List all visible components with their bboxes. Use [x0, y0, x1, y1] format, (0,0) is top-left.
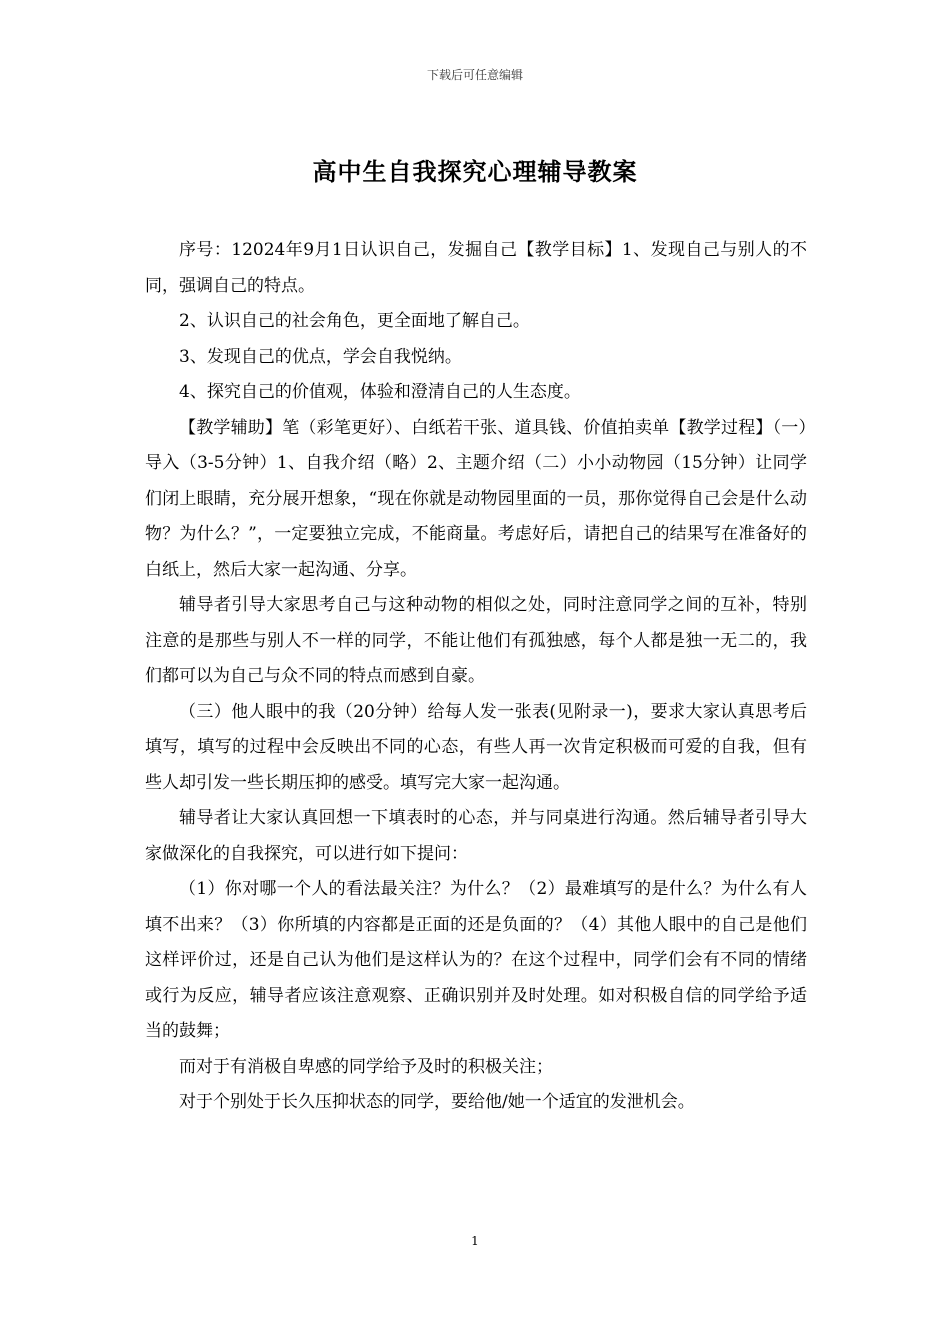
- paragraph: 【教学辅助】笔（彩笔更好）、白纸若干张、道具钱、价值拍卖单【教学过程】（一）导入（3-5分钟）1、自我介绍（略）2、主题介绍（二）小小动物园（15分钟）让同学们闭上眼睛，充分展开想象，“现在你就是动物园里面的一员，那你觉得自己会是什么动物？为什么？”，一定要独立完成，不能商量。考虑好后，请把自己的结果写在准备好的白纸上，然后大家一起沟通、分享。: [145, 417, 807, 580]
- paragraph: 4、探究自己的价值观，体验和澄清自己的人生态度。: [179, 382, 581, 402]
- header-note: 下载后可任意编辑: [426, 68, 523, 82]
- paragraph: 而对于有消极自卑感的同学给予及时的积极关注；: [179, 1056, 553, 1077]
- paragraph: 序号：12024年9月1日认识自己，发掘自己【教学目标】1、发现自己与别人的不同，强调自己的特点。: [145, 240, 807, 296]
- paragraph: 辅导者让大家认真回想一下填表时的心态，并与同桌进行沟通。然后辅导者引导大家做深化的自我探究，可以进行如下提问：: [145, 808, 807, 864]
- paragraph: 对于个别处于长久压抑状态的同学，要给他/她一个适宜的发泄机会。: [179, 1092, 695, 1112]
- document-body: [145, 233, 807, 1121]
- page-number: 1: [471, 1234, 479, 1248]
- paragraph: （三）他人眼中的我（20分钟）给每人发一张表(见附录一)，要求大家认真思考后填写，填写的过程中会反映出不同的心态，有些人再一次肯定积极而可爱的自我，但有些人却引发一些长期压抑的感受。填写完大家一起沟通。: [145, 701, 807, 793]
- paragraph: 3、发现自己的优点，学会自我悦纳。: [179, 346, 462, 367]
- document-title: 高中生自我探究心理辅导教案: [312, 157, 638, 186]
- paragraph: （1）你对哪一个人的看法最关注？为什么？（2）最难填写的是什么？为什么有人填不出来？（3）你所填的内容都是正面的还是负面的？（4）其他人眼中的自己是他们这样评价过，还是自己认为他们是这样认为的？在这个过程中，同学们会有不同的情绪或行为反应，辅导者应该注意观察、正确识别并及时处理。如对积极自信的同学给予适当的鼓舞；: [145, 879, 807, 1041]
- paragraph: 2、认识自己的社会角色，更全面地了解自己。: [179, 311, 530, 331]
- paragraph: 辅导者引导大家思考自己与这种动物的相似之处，同时注意同学之间的互补，特别注意的是那些与别人不一样的同学，不能让他们有孤独感，每个人都是独一无二的，我们都可以为自己与众不同的特点而感到自豪。: [145, 595, 807, 686]
